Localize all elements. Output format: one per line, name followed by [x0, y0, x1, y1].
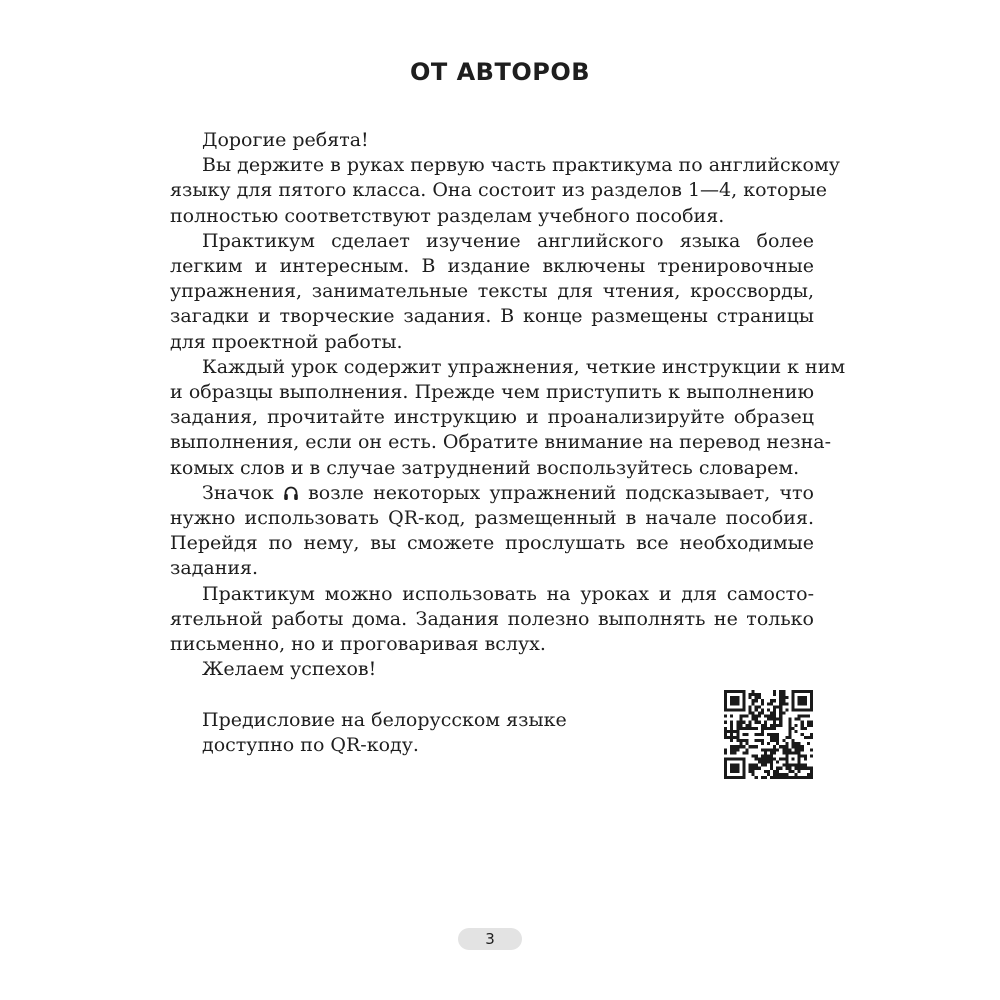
paragraph-line: выполнения, если он есть. Обратите внимание на перевод незна-: [170, 431, 832, 454]
greeting: Дорогие ребята!: [202, 129, 369, 151]
paragraph-fragment: возле некоторых упражнений подсказывает, что: [308, 481, 814, 504]
paragraph-line: Практикум можно использовать на уроках и для самосто-: [202, 582, 814, 605]
paragraph-line: задания, прочитайте инструкцию и проанализируйте образец: [170, 406, 814, 429]
paragraph-line: ятельной работы дома. Задания полезно выполнять не только: [170, 607, 814, 630]
paragraph-line: комых слов и в случае затруднений воспользуйтесь словарем.: [170, 456, 800, 479]
paragraph-line: письменно, но и проговаривая вслух.: [170, 633, 546, 656]
paragraph-line: нужно использовать QR-код, размещенный в начале пособия.: [170, 507, 814, 530]
paragraph-line: Каждый урок содержит упражнения, четкие инструкции к ним: [202, 355, 846, 378]
paragraph-fragment: Значок: [202, 481, 274, 504]
qr-code[interactable]: [724, 690, 813, 779]
paragraph-line: упражнения, занимательные тексты для чтения, кроссворды,: [170, 280, 814, 303]
page-title: ОТ АВТОРОВ: [409, 58, 591, 86]
paragraph-line: загадки и творческие задания. В конце размещены страницы: [170, 305, 814, 328]
paragraph-line: полностью соответствуют разделам учебного пособия.: [170, 204, 725, 227]
paragraph-line: для проектной работы.: [170, 330, 403, 353]
closing: Желаем успехов!: [202, 658, 377, 681]
paragraph-line-with-icon: [170, 481, 814, 506]
paragraph-line: легким и интересным. В издание включены тренировочные: [170, 255, 814, 278]
note-line: доступно по QR-коду.: [202, 733, 419, 756]
page-number: 3: [458, 928, 522, 950]
preface-text: [170, 128, 846, 758]
paragraph-line: Практикум сделает изучение английского языка более: [202, 229, 814, 252]
paragraph-line: Перейдя по нему, вы сможете прослушать все необходимые: [170, 532, 814, 555]
paragraph-line: задания.: [170, 557, 259, 580]
headphones-icon: [283, 483, 299, 499]
paragraph-line: и образцы выполнения. Прежде чем приступить к выполнению: [170, 381, 814, 404]
paragraph-line: языку для пятого класса. Она состоит из разделов 1—4, которые: [170, 179, 828, 202]
paragraph-line: Вы держите в руках первую часть практикума по английскому: [202, 154, 840, 177]
spacer: [170, 682, 814, 707]
note-line: Предисловие на белорусском языке: [202, 708, 567, 731]
